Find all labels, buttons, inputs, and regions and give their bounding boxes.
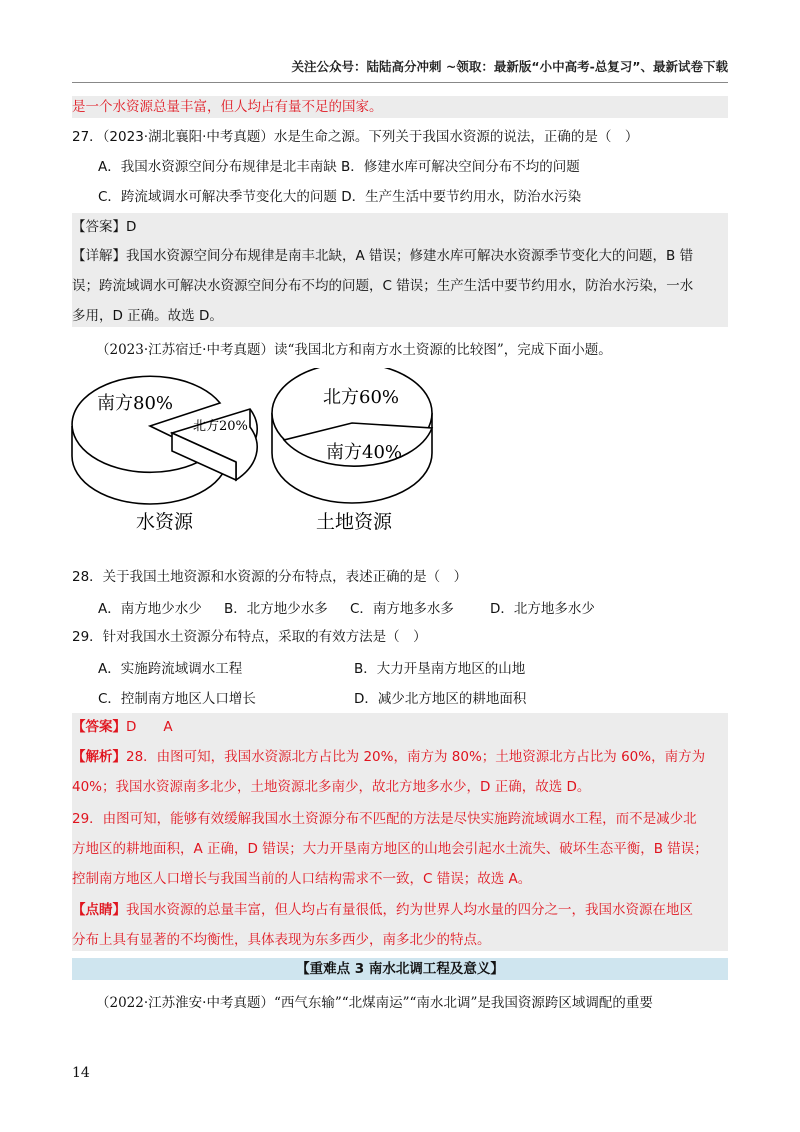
pie-land-label-south: 南方40%: [326, 442, 403, 463]
section-title-bar: 【重难点 3 南水北调工程及意义】: [72, 958, 728, 980]
q28-options: [98, 597, 718, 617]
q29-option-d: D．减少北方地区的耕地面积: [354, 691, 527, 707]
answer-values: D A: [126, 719, 173, 735]
page-header: 关注公众号：陆陆高分冲刺 ~领取：最新版“小中高考-总复习”、最新试卷下载: [291, 59, 728, 74]
q29-options-row1: [98, 657, 718, 677]
tip-label: 【点睛】: [72, 902, 126, 918]
figure-intro: （2023·江苏宿迁·中考真题）读“我国北方和南方水土资源的比较图”，完成下面小题。: [96, 342, 612, 358]
q29-option-a: A．实施跨流域调水工程: [98, 661, 243, 677]
page-number: 14: [72, 1065, 90, 1081]
q29-analysis-line1: 29．由图可知，能够有效缓解我国水土资源分布不匹配的方法是尽快实施跨流域调水工程，而不是减少北: [72, 811, 697, 827]
q29-option-c: C．控制南方地区人口增长: [98, 691, 256, 707]
pie-water-label-north: 北方20%: [193, 419, 248, 434]
q28-option-d: D．北方地多水少: [490, 601, 595, 617]
q27-answer: 【答案】D: [72, 219, 137, 235]
resource-comparison-figure: [60, 368, 480, 548]
q27-detail-line1: 【详解】我国水资源空间分布规律是南丰北缺，A 错误；修建水库可解决水资源季节变化大的问题，B 错: [72, 248, 694, 264]
q27-detail-line2: 误；跨流域调水可解决水资源空间分布不均的问题，C 错误；生产生活中要节约用水，防治水污染，一水: [72, 278, 694, 294]
tip-line1: [72, 900, 728, 920]
q27-options-row2: C．跨流域调水可解决季节变化大的问题 D．生产生活中要节约用水，防治水污染: [98, 189, 582, 205]
pie-water-title: 水资源: [136, 511, 194, 533]
q27-options-row1: A．我国水资源空间分布规律是北丰南缺 B．修建水库可解决空间分布不均的问题: [98, 159, 580, 175]
analysis-label: 【解析】: [72, 749, 126, 765]
pie-water-label-south: 南方80%: [97, 393, 174, 414]
q28-option-a: A．南方地少水少: [98, 601, 202, 617]
q28-analysis-line2: 40%；我国水资源南多北少，土地资源北多南少，故北方地多水少，D 正确，故选 D。: [72, 779, 591, 795]
q28-stem: 28．关于我国土地资源和水资源的分布特点，表述正确的是（ ）: [72, 569, 468, 585]
q27-stem: 27．（2023·湖北襄阳·中考真题）水是生命之源。下列关于我国水资源的说法，正确的是（ ）: [72, 129, 639, 145]
land-resource-pie: [272, 368, 432, 533]
q28-29-answer: [72, 717, 728, 737]
water-resource-pie: [72, 376, 257, 533]
q29-options-row2: [98, 687, 718, 707]
tip-text1: 我国水资源的总量丰富，但人均占有量很低，约为世界人均水量的四分之一，我国水资源在地区: [126, 902, 693, 918]
q29-analysis-line3: 控制南方地区人口增长与我国当前的人口结构需求不一致，C 错误；故选 A。: [72, 871, 532, 887]
q29-stem: 29．针对我国水土资源分布特点，采取的有效方法是（ ）: [72, 629, 427, 645]
tip-line2: 分布上具有显著的不均衡性，具体表现为东多西少，南多北少的特点。: [72, 932, 491, 948]
q29-option-b: B．大力开垦南方地区的山地: [354, 661, 526, 677]
answer-label: 【答案】: [72, 719, 126, 735]
header-divider: [72, 82, 728, 83]
analysis-28-text1: 28．由图可知，我国水资源北方占比为 20%，南方为 80%；土地资源北方占比为 60%，南方为: [126, 749, 706, 765]
prev-answer-tail: 是一个水资源总量丰富，但人均占有量不足的国家。: [72, 99, 383, 115]
q28-option-b: B．北方地少水多: [224, 601, 328, 617]
next-question-intro: （2022·江苏淮安·中考真题）“西气东输”“北煤南运”“南水北调”是我国资源跨区域调配的重要: [96, 995, 653, 1011]
pie-land-label-north: 北方60%: [323, 387, 400, 408]
q27-detail-line3: 多用，D 正确。故选 D。: [72, 308, 223, 324]
q28-analysis-line1: [72, 747, 728, 767]
q29-analysis-line2: 方地区的耕地面积，A 正确，D 错误；大力开垦南方地区的山地会引起水土流失、破坏生态平衡，B 错误；: [72, 841, 708, 857]
pie-land-title: 土地资源: [316, 511, 393, 533]
q28-option-c: C．南方地多水多: [350, 601, 454, 617]
